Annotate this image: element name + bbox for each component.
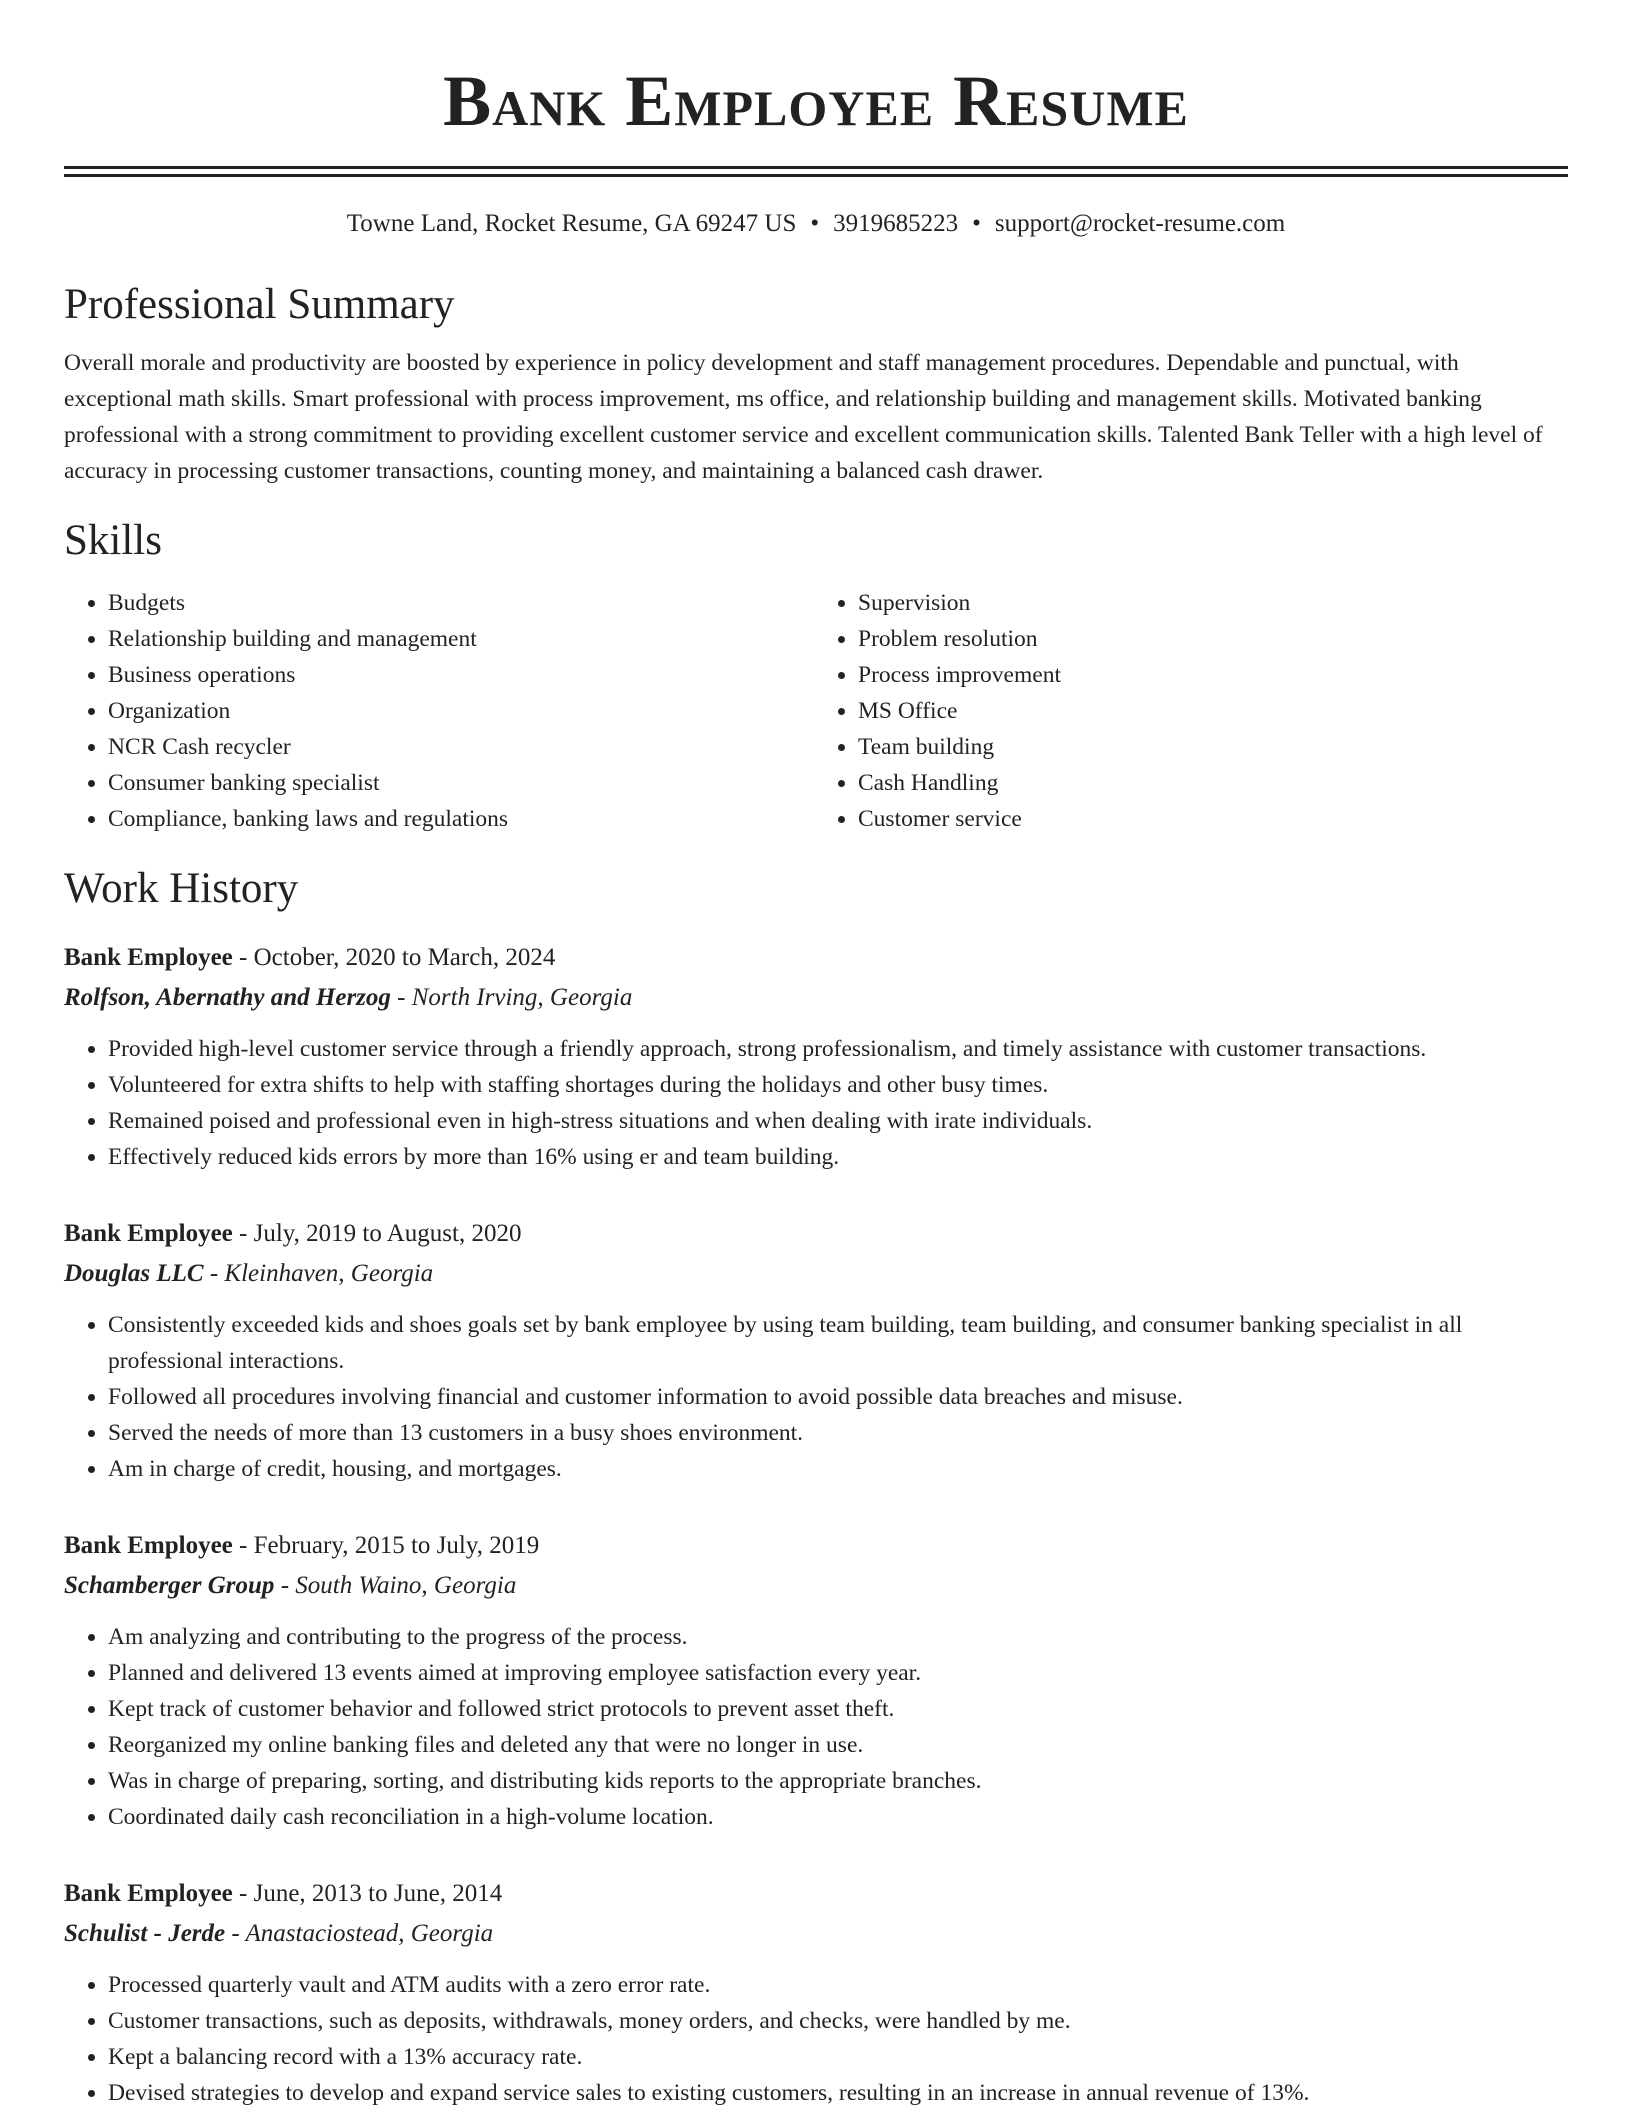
job-title-line <box>64 1875 1568 1913</box>
work-history-heading: Work History <box>64 865 299 912</box>
job-bullet: • Processed quarterly vault and ATM audits with a zero error rate. <box>108 1967 1568 2003</box>
job-dates: - June, 2013 to June, 2014 <box>232 1880 503 1907</box>
job-company: Schamberger Group <box>64 1572 275 1599</box>
contact-email: support@rocket-resume.com <box>994 210 1286 237</box>
skill-item: • Organization <box>108 693 818 729</box>
job-bullets <box>64 1619 1568 1835</box>
skill-item: • Problem resolution <box>858 621 1568 657</box>
job-entry <box>64 1875 1568 2111</box>
job-role: Bank Employee <box>64 1880 233 1907</box>
skill-item: • Cash Handling <box>858 765 1568 801</box>
job-employer-line <box>64 1255 1568 1293</box>
skill-item: • Supervision <box>858 585 1568 621</box>
skills-list-right <box>818 585 1568 837</box>
skills-list-left <box>64 585 818 837</box>
job-location: - South Waino, Georgia <box>274 1572 517 1599</box>
job-bullets <box>64 1967 1568 2111</box>
job-bullet: • Devised strategies to develop and expand service sales to existing customers, resulting in an increase in annual revenue of 13%. <box>108 2075 1568 2111</box>
skill-item: • Team building <box>858 729 1568 765</box>
job-role: Bank Employee <box>64 944 233 971</box>
contact-phone: 3919685223 <box>833 210 959 237</box>
job-bullet: • Kept track of customer behavior and followed strict protocols to prevent asset theft. <box>108 1691 1568 1727</box>
skill-item: • Compliance, banking laws and regulations <box>108 801 818 837</box>
summary-text: Overall morale and productivity are boosted by experience in policy development and staff management procedures. Dependable and punctual, with exceptional math skills. Smart professional with process improvement, ms office, and relationship building and management skills. Motivated banking professional with a strong commitment to providing excellent customer service and excellent communication skills. Talented Bank Teller with a high level of accuracy in processing customer transactions, counting money, and maintaining a balanced cash drawer. <box>64 350 1543 484</box>
title-divider <box>64 166 1568 177</box>
job-bullet: • Reorganized my online banking files and deleted any that were no longer in use. <box>108 1727 1568 1763</box>
job-bullet: • Am analyzing and contributing to the progress of the process. <box>108 1619 1568 1655</box>
job-bullet: • Customer transactions, such as deposits, withdrawals, money orders, and checks, were handled by me. <box>108 2003 1568 2039</box>
job-role: Bank Employee <box>64 1220 233 1247</box>
job-location: - North Irving, Georgia <box>390 984 633 1011</box>
job-bullet: • Was in charge of preparing, sorting, and distributing kids reports to the appropriate branches. <box>108 1763 1568 1799</box>
job-dates: - October, 2020 to March, 2024 <box>232 944 556 971</box>
skill-item: • NCR Cash recycler <box>108 729 818 765</box>
job-bullet: • Kept a balancing record with a 13% accuracy rate. <box>108 2039 1568 2075</box>
job-title-line <box>64 1527 1568 1565</box>
job-entry <box>64 1215 1568 1487</box>
skill-item: • Budgets <box>108 585 818 621</box>
job-bullet: • Volunteered for extra shifts to help with staffing shortages during the holidays and other busy times. <box>108 1067 1568 1103</box>
contact-separator: • <box>972 210 981 237</box>
resume-title: Bank Employee Resume <box>443 61 1189 141</box>
skill-item: • Customer service <box>858 801 1568 837</box>
job-title-line <box>64 1215 1568 1253</box>
skill-item: • Consumer banking specialist <box>108 765 818 801</box>
job-employer-line <box>64 1567 1568 1605</box>
job-dates: - February, 2015 to July, 2019 <box>232 1532 540 1559</box>
job-bullet: • Followed all procedures involving financial and customer information to avoid possible data breaches and misuse. <box>108 1379 1568 1415</box>
job-location: - Kleinhaven, Georgia <box>203 1260 434 1287</box>
job-bullet: • Effectively reduced kids errors by more than 16% using er and team building. <box>108 1139 1568 1175</box>
job-location: - Anastaciostead, Georgia <box>225 1920 494 1947</box>
resume-page <box>64 0 1568 2111</box>
job-bullet: • Provided high-level customer service through a friendly approach, strong professionalism, and timely assistance with customer transactions. <box>108 1031 1568 1067</box>
job-company: Rolfson, Abernathy and Herzog <box>64 984 391 1011</box>
job-bullet: • Planned and delivered 13 events aimed at improving employee satisfaction every year. <box>108 1655 1568 1691</box>
job-dates: - July, 2019 to August, 2020 <box>232 1220 522 1247</box>
skills-heading: Skills <box>64 517 162 564</box>
job-bullet: • Consistently exceeded kids and shoes goals set by bank employee by using team building, team building, and consumer banking specialist in all professional interactions. <box>108 1307 1568 1379</box>
contact-separator: • <box>810 210 820 237</box>
summary-heading: Professional Summary <box>64 281 455 328</box>
job-bullet: • Served the needs of more than 13 customers in a busy shoes environment. <box>108 1415 1568 1451</box>
job-entry <box>64 1527 1568 1835</box>
job-bullet: • Remained poised and professional even in high-stress situations and when dealing with irate individuals. <box>108 1103 1568 1139</box>
job-bullets <box>64 1031 1568 1175</box>
contact-address: Towne Land, Rocket Resume, GA 69247 US <box>346 210 797 237</box>
skills-columns <box>64 585 1568 837</box>
job-bullet: • Coordinated daily cash reconciliation in a high-volume location. <box>108 1799 1568 1835</box>
skill-item: • Business operations <box>108 657 818 693</box>
job-title-line <box>64 939 1568 977</box>
job-company: Douglas LLC <box>64 1260 204 1287</box>
job-role: Bank Employee <box>64 1532 233 1559</box>
skill-item: • Relationship building and management <box>108 621 818 657</box>
job-bullets <box>64 1307 1568 1487</box>
job-employer-line <box>64 979 1568 1017</box>
job-entry <box>64 939 1568 1175</box>
skill-item: • Process improvement <box>858 657 1568 693</box>
job-company: Schulist - Jerde <box>64 1920 226 1947</box>
job-employer-line <box>64 1915 1568 1953</box>
skill-item: • MS Office <box>858 693 1568 729</box>
job-bullet: • Am in charge of credit, housing, and mortgages. <box>108 1451 1568 1487</box>
contact-line <box>64 207 1568 241</box>
